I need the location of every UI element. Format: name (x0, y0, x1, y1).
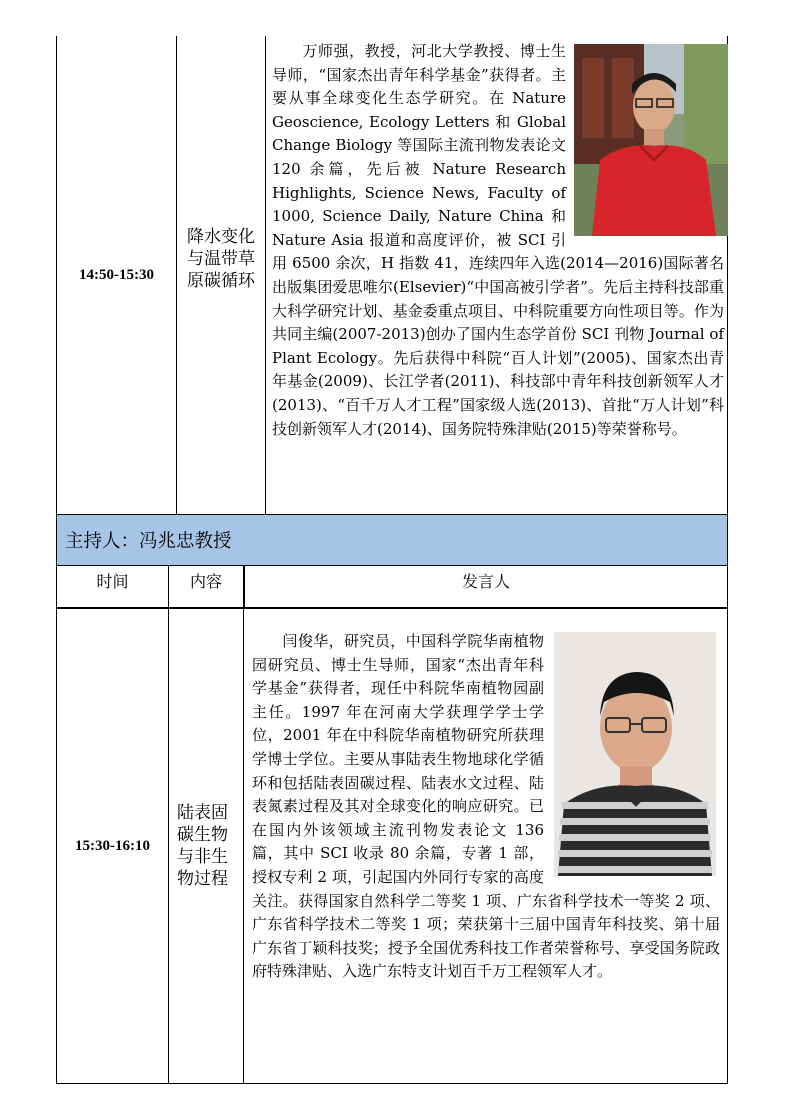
speaker-photo (574, 44, 728, 236)
session-time: 14:50-15:30 (79, 266, 154, 283)
speaker-photo (554, 632, 716, 876)
session-table-1 (56, 36, 728, 514)
host-row (56, 514, 728, 566)
speaker-bio: 万师强，教授，河北大学教授、博士生导师，“国家杰出青年科学基金”获得者。主要从事全球变化生态学研究。在 Nature Geoscience, Ecology Letters 和 Global Change Biology 等国际主流刊物发表论文120 余篇，先后被 Nature Research Highlights, Science News, Faculty of 1000, Science Daily, Nature China 和 Nature Asia 报道和高度评价，被 SCI 引用 6500 余次，H 指数 41，连续四年入选(2014—2016)国际著名出版集团爱思唯尔(Elsevier)“中国高被引学者”。先后主持科技部重大科学研究计划、基金委重点项目、中科院重要方向性项目等。作为共同主编(2007-2013)创办了国内生态学首份 SCI 刊物 Journal of Plant Ecology。先后获得中科院“百人计划”(2005)、国家杰出青年基金(2009)、长江学者(2011)、科技部中青年科技创新领军人才(2013)、“百千万人才工程”国家级人选(2013)、首批“万人计划”科技创新领军人才(2014)、国务院特殊津贴(2015)等荣誉称号。 (272, 42, 724, 438)
host-label: 主持人：冯兆忠教授 (57, 515, 727, 565)
portrait-photo-2 (554, 632, 716, 876)
portrait-photo-1 (574, 44, 728, 236)
speaker-bio: 闫俊华，研究员，中国科学院华南植物园研究员、博士生导师，国家“杰出青年科学基金”获得者，现任中科院华南植物园副主任。1997 年在河南大学获理学学士学位，2001 年在中科院华南植物研究所获理学博士学位。主要从事陆表生物地球化学循环和包括陆表固碳过程、陆表水文过程、陆表氮素过程及其对全球变化的响应研究。已在国内外该领域主流刊物发表论文 136 篇，其中 SCI 收录 80 余篇，专著 1 部，授权专利 2 项，引起国内外同行专家的高度关注。获得国家自然科学二等奖 1 项、广东省科学技术一等奖 2 项、广东省科学技术二等奖 1 项；荣获第十三届中国青年科技奖、第十届广东省丁颖科技奖；授予全国优秀科技工作者荣誉称号、享受国务院政府特殊津贴、入选广东特支计划百千万工程领军人才。 (252, 632, 720, 981)
speaker-cell (252, 630, 720, 1080)
session-time: 15:30-16:10 (75, 837, 150, 854)
session-table-2 (56, 608, 728, 1084)
header-speaker: 发言人 (461, 571, 510, 591)
header-time: 时间 (96, 571, 129, 591)
speaker-cell (272, 40, 724, 510)
session-topic: 降水变化与温带草原碳循环 (187, 227, 255, 291)
table-header (56, 566, 728, 608)
session-topic: 陆表固碳生物与非生物过程 (177, 803, 228, 889)
header-content: 内容 (189, 571, 222, 591)
